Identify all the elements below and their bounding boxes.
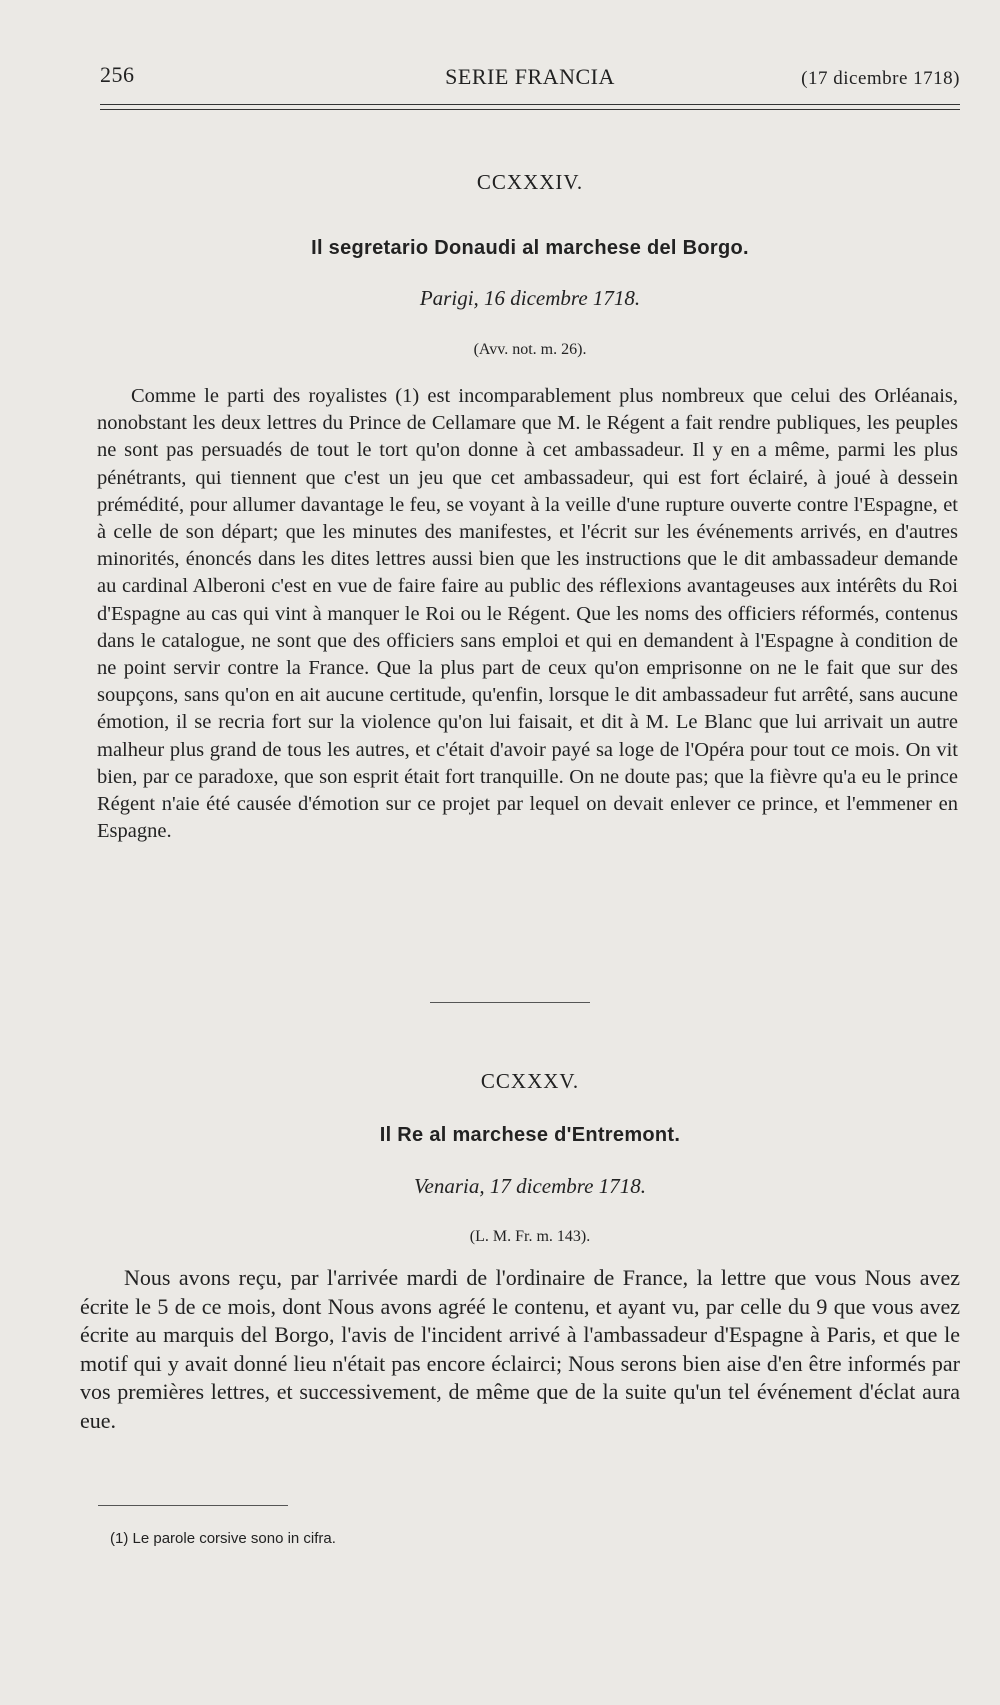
letter-body: Nous avons reçu, par l'arrivée mardi de l'ordinaire de France, la lettre que vous Nous avez écrite le 5 de ce mois, dont Nous avons agréé le contenu, et ayant vu, par celle du 9 que vous avez écrite au marquis del Borgo, l'avis de l'incident arrivé à l'ambassadeur d'Espagne à Paris, et que le motif qui y avait donné lieu n'était pas encore éclairci; Nous serons bien aise d'en être informés par vos premières lettres, et successivement, de même que de la suite qu'un tel événement d'éclat aura eue. (80, 1265, 960, 1433)
archival-reference: (L. M. Fr. m. 143). (469, 1228, 591, 1245)
document-number: CCXXXIV. (476, 170, 584, 194)
header-rule (100, 104, 960, 110)
section-divider (430, 1002, 590, 1003)
page-number: 256 (100, 62, 135, 87)
document-number: CCXXXV. (480, 1069, 580, 1093)
archival-reference: (Avv. not. m. 26). (473, 341, 587, 358)
place-date: Venaria, 17 dicembre 1718. (414, 1174, 646, 1198)
header-date: (17 dicembre 1718) (801, 68, 960, 89)
letter-body: Comme le parti des royalistes (1) est incomparablement plus nombreux que celui des Orléanais, nonobstant les deux lettres du Prince de Cellamare que M. le Régent a fait rendre publiques, les peuples ne sont pas persuadés de tout le tort qu'on donne à cet ambassadeur. Il y en a même, parmi les plus pénétrants, qui tiennent que c'est un jeu que cet ambassadeur, qui est fort éclairé, à joué à dessein prémédité, pour allumer davantage le feu, se voyant à la veille d'une rupture ouverte contre l'Espagne, et à celle de son départ; que les minutes des manifestes, et l'écrit sur les événements arrivés, en d'autres minorités, énoncés dans les dites lettres aussi bien que les instructions que le dit ambassadeur demande au cardinal Alberoni c'est en vue de faire faire au public des réflexions avantageuses aux intérêts du Roi d'Espagne au cas qui vint à manquer le Roi ou le Régent. Que les noms des officiers réformés, contenus dans le catalogue, ne sont que des officiers sans emploi et qui en demandent à l'Espagne à condition de ne point servir contre la France. Que la plus part de ceux qu'on emprisonne on ne le fait que sur des soupçons, sans qu'on en ait aucune certitude, qu'enfin, lorsque le dit ambassadeur fut arrêté, sans aucune émotion, il se recria fort sur la violence qu'on lui faisait, et dit à M. Le Blanc que lui arrivait un autre malheur plus grand de tous les autres, et c'était d'avoir payé sa loge de l'Opéra pour tout ce mois. On vit bien, par ce paradoxe, que son esprit était fort tranquille. On ne doute pas; que la fièvre qu'a eu le prince Régent n'aie été causée d'émotion sur ce projet par lequel on devait enlever ce prince, et l'emmener en Espagne. (97, 385, 958, 843)
document-title: Il segretario Donaudi al marchese del Borgo. (311, 237, 749, 259)
series-title: SERIE FRANCIA (445, 64, 615, 89)
footnote-rule (98, 1505, 288, 1506)
document-title: Il Re al marchese d'Entremont. (379, 1124, 681, 1146)
footnote: (1) Le parole corsive sono in cifra. (110, 1530, 336, 1547)
place-date: Parigi, 16 dicembre 1718. (419, 286, 641, 310)
running-header (100, 62, 960, 98)
